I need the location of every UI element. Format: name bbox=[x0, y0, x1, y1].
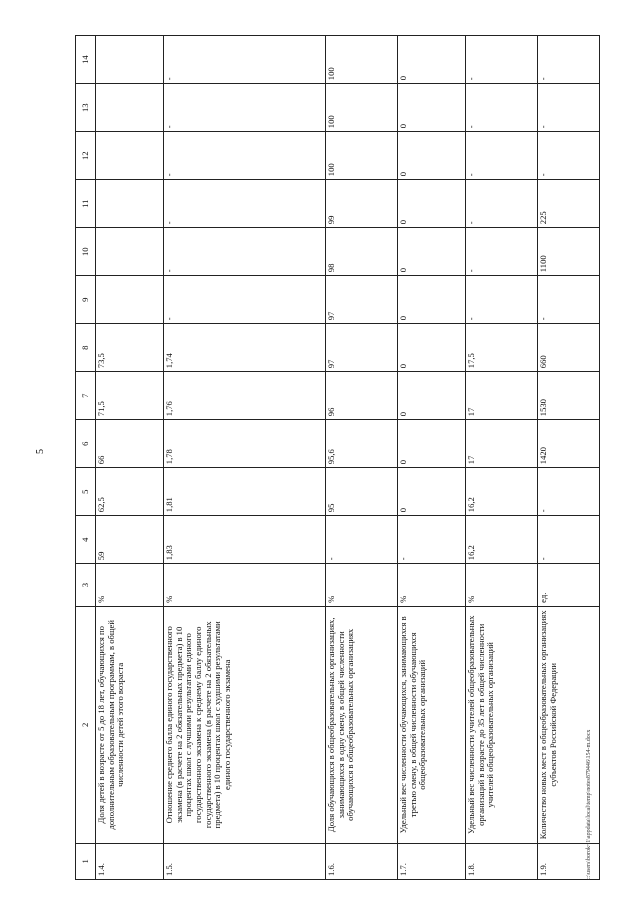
value-cell bbox=[96, 36, 164, 84]
col-header: 10 bbox=[76, 228, 96, 276]
col-header: 8 bbox=[76, 324, 96, 372]
value-cell: 0 bbox=[398, 132, 466, 180]
indicator-name: Удельный вес численности учителей общеобразовательных организаций в возрасте до 35 лет в общей численности учителей общеобразовательных организаций bbox=[466, 606, 538, 843]
value-cell: 17 bbox=[466, 420, 538, 468]
row-number: 1.8. bbox=[466, 843, 538, 879]
value-cell: 62,5 bbox=[96, 468, 164, 516]
value-cell: 100 bbox=[326, 132, 398, 180]
indicator-table bbox=[75, 35, 600, 880]
unit-cell: ед. bbox=[538, 564, 600, 607]
value-cell: 0 bbox=[398, 468, 466, 516]
indicator-name: Доля детей в возрасте от 5 до 18 лет, обучающихся по дополнительным образовательным программам, в общей численности детей этого возраста bbox=[96, 606, 164, 843]
table-row bbox=[466, 36, 538, 880]
value-cell: - bbox=[538, 36, 600, 84]
value-cell bbox=[96, 132, 164, 180]
row-number: 1.7. bbox=[398, 843, 466, 879]
col-header: 3 bbox=[76, 564, 96, 607]
col-header: 11 bbox=[76, 180, 96, 228]
value-cell: 0 bbox=[398, 180, 466, 228]
value-cell bbox=[96, 228, 164, 276]
value-cell: 660 bbox=[538, 324, 600, 372]
value-cell: 17 bbox=[466, 372, 538, 420]
value-cell: - bbox=[164, 180, 326, 228]
value-cell: 0 bbox=[398, 36, 466, 84]
value-cell: 59 bbox=[96, 516, 164, 564]
value-cell: - bbox=[164, 228, 326, 276]
value-cell: 1100 bbox=[538, 228, 600, 276]
value-cell: 71,5 bbox=[96, 372, 164, 420]
value-cell bbox=[96, 180, 164, 228]
row-number: 1.9. bbox=[538, 843, 600, 879]
value-cell: - bbox=[164, 132, 326, 180]
indicator-name: Количество новых мест в общеобразовательных организациях субъектов Российской Федерации bbox=[538, 606, 600, 843]
col-header: 2 bbox=[76, 606, 96, 843]
value-cell: - bbox=[466, 132, 538, 180]
col-header: 5 bbox=[76, 468, 96, 516]
row-number: 1.6. bbox=[326, 843, 398, 879]
col-header: 7 bbox=[76, 372, 96, 420]
col-header: 4 bbox=[76, 516, 96, 564]
unit-cell: % bbox=[398, 564, 466, 607]
value-cell: 66 bbox=[96, 420, 164, 468]
col-header: 13 bbox=[76, 84, 96, 132]
value-cell: 1420 bbox=[538, 420, 600, 468]
value-cell: 95,6 bbox=[326, 420, 398, 468]
value-cell: 1530 bbox=[538, 372, 600, 420]
value-cell: - bbox=[538, 468, 600, 516]
value-cell: - bbox=[538, 516, 600, 564]
value-cell: - bbox=[466, 228, 538, 276]
value-cell: - bbox=[398, 516, 466, 564]
value-cell: - bbox=[326, 516, 398, 564]
value-cell: - bbox=[164, 36, 326, 84]
value-cell: 1,76 bbox=[164, 372, 326, 420]
value-cell: 96 bbox=[326, 372, 398, 420]
table-row bbox=[398, 36, 466, 880]
value-cell: - bbox=[538, 84, 600, 132]
rotated-table-container bbox=[75, 35, 583, 880]
value-cell: 17,5 bbox=[466, 324, 538, 372]
value-cell: 100 bbox=[326, 84, 398, 132]
value-cell: - bbox=[164, 276, 326, 324]
header-row bbox=[76, 36, 96, 880]
unit-cell: % bbox=[326, 564, 398, 607]
col-header: 9 bbox=[76, 276, 96, 324]
indicator-name: Доля обучающихся в общеобразовательных организациях, занимающихся в одну смену, в общей численности обучающихся в общеобразовательных организациях bbox=[326, 606, 398, 843]
value-cell: 0 bbox=[398, 372, 466, 420]
value-cell: - bbox=[466, 36, 538, 84]
table-row bbox=[326, 36, 398, 880]
value-cell: 0 bbox=[398, 228, 466, 276]
value-cell: 98 bbox=[326, 228, 398, 276]
indicator-name: Отношение среднего балла единого государственного экзамена (в расчете на 2 обязательных предмета) в 10 процентах школ с лучшими результатами единого государственного экзамена к среднему баллу единого государственного экзамена (в расчете на 2 обязательных предмета) в 10 процентах школ с худшими результатами единого государственного экзамена bbox=[164, 606, 326, 843]
value-cell: - bbox=[466, 180, 538, 228]
value-cell: 1,78 bbox=[164, 420, 326, 468]
value-cell: 0 bbox=[398, 420, 466, 468]
table-row bbox=[164, 36, 326, 880]
value-cell: - bbox=[466, 276, 538, 324]
value-cell: 0 bbox=[398, 84, 466, 132]
table-row bbox=[96, 36, 164, 880]
value-cell: 95 bbox=[326, 468, 398, 516]
row-number: 1.4. bbox=[96, 843, 164, 879]
page-number: 5 bbox=[35, 449, 46, 454]
value-cell bbox=[96, 276, 164, 324]
col-header: 1 bbox=[76, 843, 96, 879]
value-cell: 1,74 bbox=[164, 324, 326, 372]
value-cell: - bbox=[466, 84, 538, 132]
value-cell: 16,2 bbox=[466, 516, 538, 564]
footer-path: c:\users\borok~1\appdata\local\temp\notes879446\154-m.docx bbox=[586, 729, 592, 880]
col-header: 12 bbox=[76, 132, 96, 180]
value-cell: - bbox=[538, 276, 600, 324]
value-cell: 73,5 bbox=[96, 324, 164, 372]
value-cell: 1,83 bbox=[164, 516, 326, 564]
col-header: 6 bbox=[76, 420, 96, 468]
value-cell: - bbox=[164, 84, 326, 132]
unit-cell: % bbox=[466, 564, 538, 607]
indicator-name: Удельный вес численности обучающихся, занимающихся в третью смену, в общей численности обучающихся общеобразовательных организаций bbox=[398, 606, 466, 843]
unit-cell: % bbox=[96, 564, 164, 607]
col-header: 14 bbox=[76, 36, 96, 84]
value-cell: 225 bbox=[538, 180, 600, 228]
unit-cell: % bbox=[164, 564, 326, 607]
value-cell: 0 bbox=[398, 324, 466, 372]
value-cell: 16,2 bbox=[466, 468, 538, 516]
row-number: 1.5. bbox=[164, 843, 326, 879]
value-cell: - bbox=[538, 132, 600, 180]
value-cell: 99 bbox=[326, 180, 398, 228]
value-cell bbox=[96, 84, 164, 132]
value-cell: 100 bbox=[326, 36, 398, 84]
value-cell: 97 bbox=[326, 324, 398, 372]
value-cell: 0 bbox=[398, 276, 466, 324]
value-cell: 97 bbox=[326, 276, 398, 324]
value-cell: 1,81 bbox=[164, 468, 326, 516]
